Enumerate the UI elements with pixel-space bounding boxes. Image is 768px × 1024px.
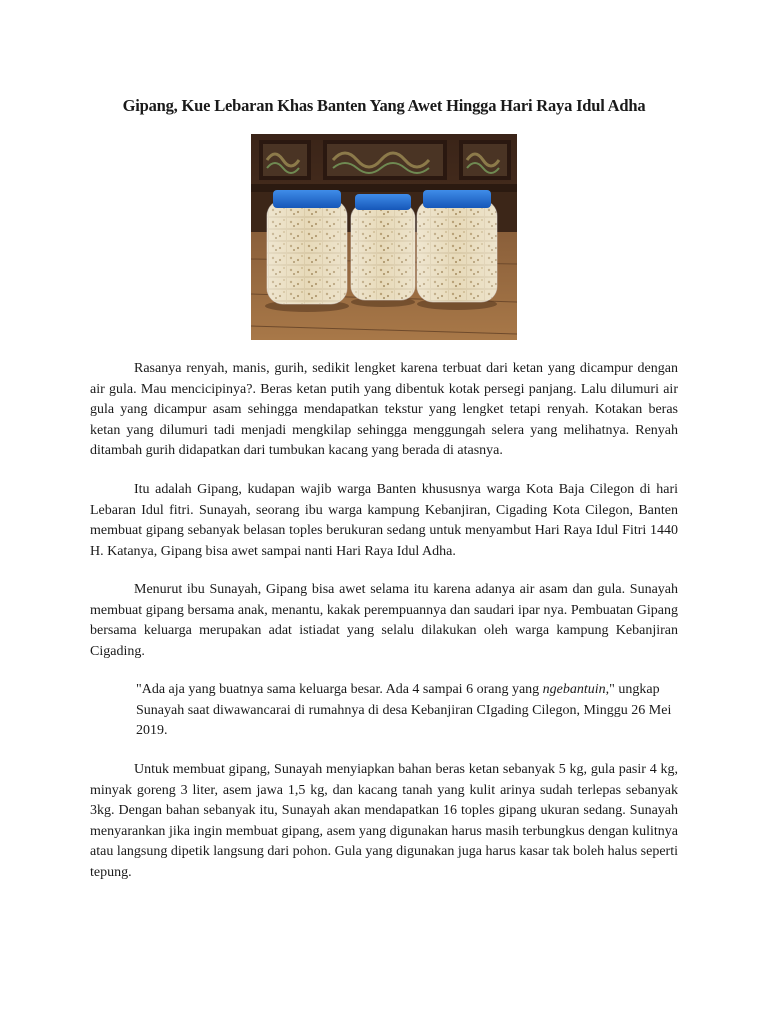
gipang-jars-photo [251, 134, 517, 340]
paragraph-2 [90, 480, 678, 562]
quote-italic-word: ngebantuin [542, 682, 606, 697]
paragraph-5 [90, 760, 678, 883]
quote-text-after: ," ungkap Sunayah saat diwawancarai di rumahnya di desa Kebanjiran CIgading Cilegon, Minggu 26 Mei 2019. [136, 682, 672, 738]
quote-text-before: "Ada aja yang buatnya sama keluarga besar. Ada 4 sampai 6 orang yang [136, 682, 543, 697]
interview-quote [136, 680, 676, 742]
article-title: Gipang, Kue Lebaran Khas Banten Yang Awet Hingga Hari Raya Idul Adha [122, 96, 646, 115]
paragraph-1 [90, 359, 678, 462]
paragraph-5-text: Untuk membuat gipang, Sunayah menyiapkan bahan beras ketan sebanyak 5 kg, gula pasir 4 kg, minyak goreng 3 liter, asem jawa 1,5 kg, dan kacang tanah yang kulit arinya sudah terlepas sebanyak 3kg. Dengan bahan sebanyak itu, Sunayah akan mendapatkan 16 toples gipang ukuran sedang. Sunayah menyarankan jika ingin membuat gipang, asem yang digunakan harus masih terbungkus dengan kulitnya atau langsung dipetik langsung dari pohon. Gula yang digunakan juga harus kasar tak boleh halus seperti tepung. [90, 762, 678, 880]
paragraph-3-text: Menurut ibu Sunayah, Gipang bisa awet selama itu karena adanya air asam dan gula. Sunayah membuat gipang bersama anak, menantu, kakak perempuannya dan saudari ipar nya. Pembuatan Gipang bersama keluarga merupakan adat istiadat yang selalu dilakukan oleh warga kampung Kebanjiran Cigading. [90, 582, 678, 659]
paragraph-3 [90, 580, 678, 662]
paragraph-2-text: Itu adalah Gipang, kudapan wajib warga Banten khususnya warga Kota Baja Cilegon di hari Lebaran Idul fitri. Sunayah, seorang ibu warga kampung Kebanjiran, Cigading Kota Cilegon, Banten membuat gipang sebanyak belasan toples berukuran sedang untuk menyambut Hari Raya Idul Fitri 1440 H. Katanya, Gipang bisa awet sampai nanti Hari Raya Idul Adha. [90, 482, 678, 559]
paragraph-1-text: Rasanya renyah, manis, gurih, sedikit lengket karena terbuat dari ketan yang dicampur dengan air gula. Mau mencicipinya?. Beras ketan putih yang dibentuk kotak persegi panjang. Lalu dilumuri air gula yang dicampur asam sehingga mendapatkan tekstur yang lengket tetapi renyah. Kotakan beras ketan yang dilumuri tadi menjadi mengkilap sehingga menggungah selera yang melihatnya. Renyah ditambah gurih didapatkan dari tumbukan kacang yang berada di atasnya. [90, 361, 678, 458]
